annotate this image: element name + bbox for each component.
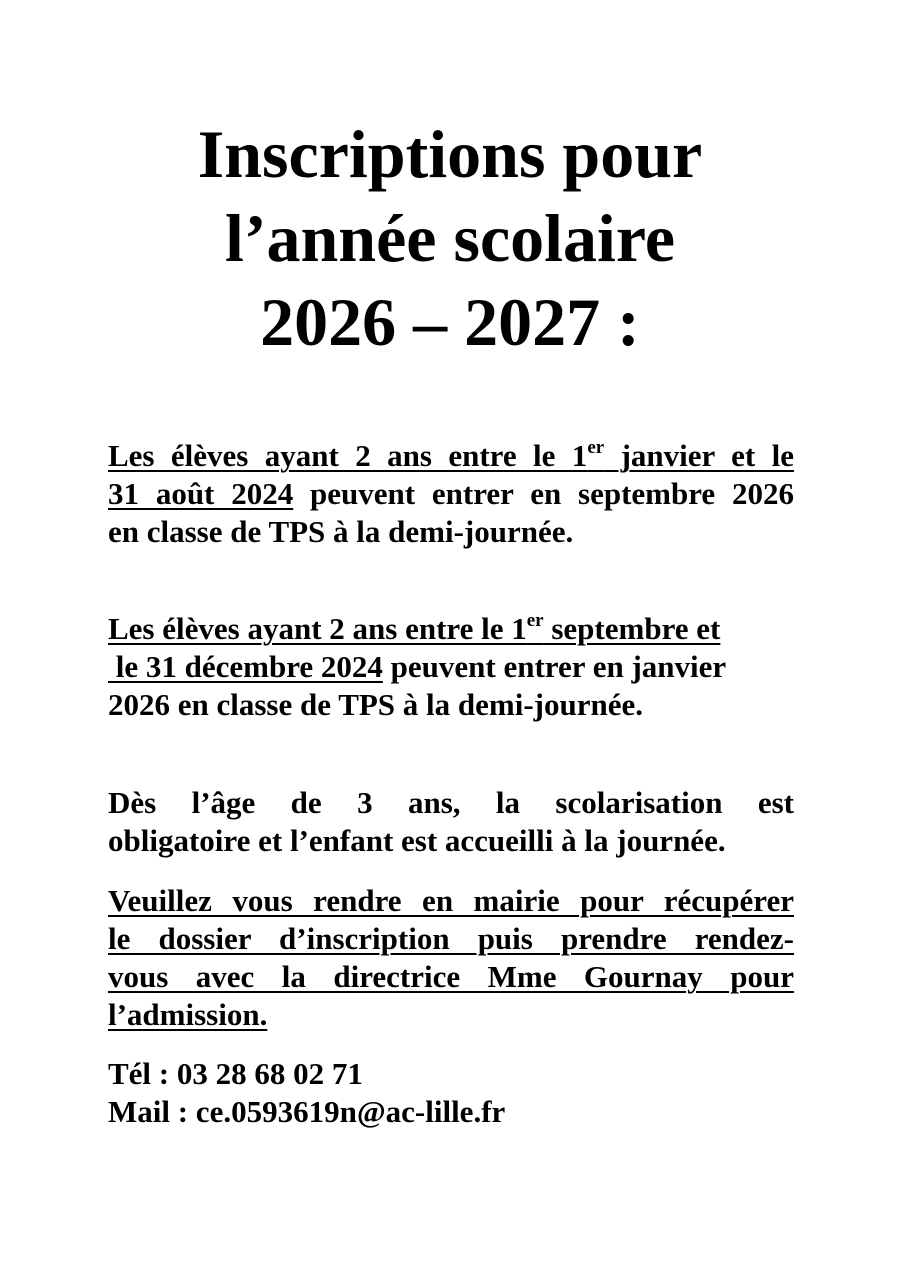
- paragraph-tps-september-line-3: en classe de TPS à la demi-journée.: [108, 514, 574, 549]
- paragraph-mandatory-line-1: Dès l’âge de 3 ans, la scolarisation est: [108, 785, 794, 820]
- paragraph-tps-september-line-2: 31 août 2024 peuvent entrer en septembre 2026: [108, 476, 794, 511]
- paragraph-tps-january-line-3: 2026 en classe de TPS à la demi-journée.: [108, 687, 644, 722]
- contact-phone: Tél : 03 28 68 02 71: [108, 1056, 363, 1091]
- paragraph-tps-january: [108, 610, 794, 724]
- instructions-line-3: vous avec la directrice Mme Gournay pour: [108, 959, 794, 994]
- paragraph-tps-january-line-1: Les élèves ayant 2 ans entre le 1er septembre et: [108, 610, 721, 646]
- contact-email: Mail : ce.0593619n@ac-lille.fr: [108, 1094, 506, 1129]
- contact-block: [108, 1055, 794, 1131]
- title-line-1: Inscriptions pour: [197, 116, 703, 192]
- instructions-line-2: le dossier d’inscription puis prendre rendez-: [108, 921, 794, 956]
- paragraph-tps-september-line-1: Les élèves ayant 2 ans entre le 1er janvier et le: [108, 437, 794, 473]
- title-line-2: l’année scolaire: [224, 200, 676, 276]
- instructions-line-1: Veuillez vous rendre en mairie pour récupérer: [108, 883, 794, 918]
- paragraph-tps-january-line-2: le 31 décembre 2024 peuvent entrer en janvier: [108, 649, 727, 684]
- page-title: [0, 112, 900, 364]
- paragraph-tps-september: [108, 437, 794, 551]
- title-line-3: 2026 – 2027 :: [260, 284, 640, 360]
- instructions-line-4: l’admission.: [108, 997, 268, 1032]
- paragraph-registration-instructions: [108, 882, 794, 1034]
- paragraph-mandatory-line-2: obligatoire et l’enfant est accueilli à la journée.: [108, 823, 726, 858]
- paragraph-mandatory-schooling: [108, 784, 794, 860]
